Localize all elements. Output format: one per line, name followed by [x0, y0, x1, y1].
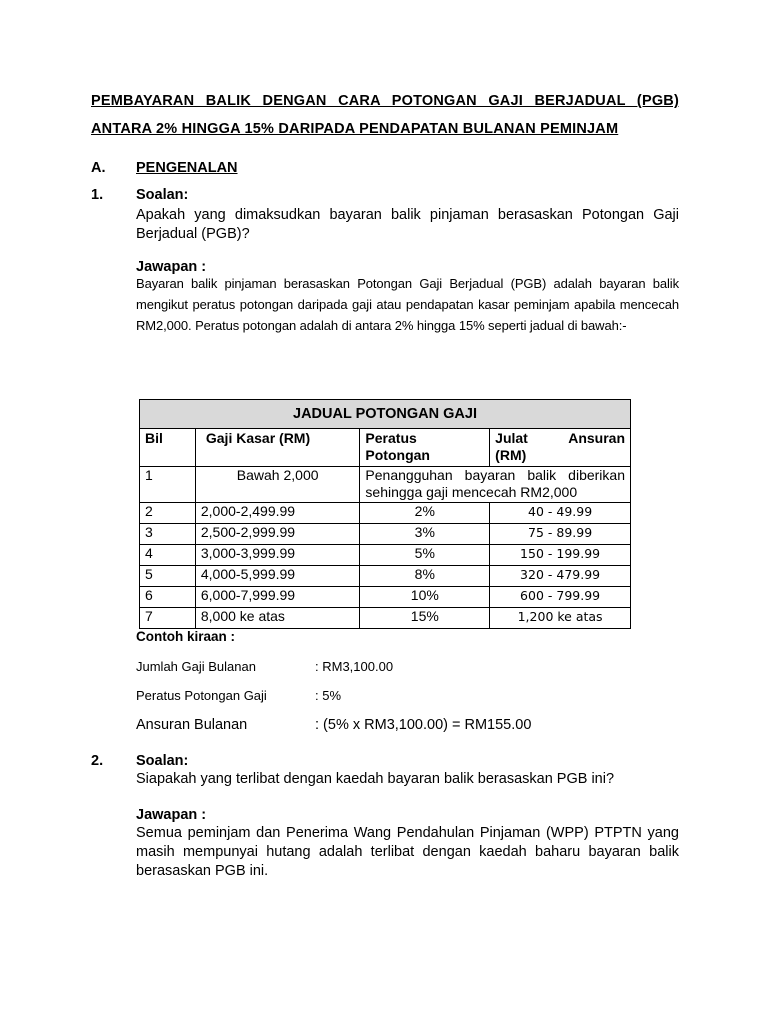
table-cell: 2	[140, 503, 196, 524]
table-row	[140, 503, 631, 524]
question-2-label: Soalan:	[136, 753, 189, 769]
table-cell: 4	[140, 545, 196, 566]
table-cell: 6	[140, 587, 196, 608]
table-cell: 2%	[360, 503, 490, 524]
example-deduction-label: Peratus Potongan Gaji	[136, 688, 267, 703]
table-cell: 3%	[360, 524, 490, 545]
header-gaji-kasar: Gaji Kasar (RM)	[195, 429, 360, 467]
table-cell: 600 - 799.99	[490, 587, 631, 608]
table-cell: 1	[140, 467, 196, 503]
table-row	[140, 608, 631, 629]
answer-2-text: Semua peminjam dan Penerima Wang Pendahulan Pinjaman (WPP) PTPTN yang masih mempunyai hutang adalah terlibat dengan kaedah baharu bayaran balik berasaskan PGB ini.	[136, 825, 679, 879]
table-cell: 10%	[360, 587, 490, 608]
table-cell: 5%	[360, 545, 490, 566]
table-cell: 3	[140, 524, 196, 545]
answer-1-label: Jawapan :	[136, 259, 207, 275]
table-cell: Bawah 2,000	[195, 467, 360, 503]
answer-1-text: Bayaran balik pinjaman berasaskan Potongan Gaji Berjadual (PGB) adalah bayaran balik mengikut peratus potongan daripada gaji atau pendapatan kasar peminjam apabila mencecah RM2,000. Peratus potongan adalah di antara 2% hingga 15% seperti jadual di bawah:-	[136, 276, 679, 333]
question-2-number: 2.	[91, 753, 104, 769]
example-label: Contoh kiraan :	[136, 629, 236, 644]
table-cell: 15%	[360, 608, 490, 629]
salary-deduction-table	[139, 399, 631, 629]
example-installment-label: Ansuran Bulanan	[136, 717, 248, 733]
example-deduction-value: : 5%	[315, 688, 342, 703]
header-bil: Bil	[140, 429, 196, 467]
table-title: JADUAL POTONGAN GAJI	[140, 400, 631, 429]
table-row	[140, 587, 631, 608]
table-cell: 8%	[360, 566, 490, 587]
section-title: PENGENALAN	[136, 160, 238, 176]
table-cell: 5	[140, 566, 196, 587]
document-title-line-2: ANTARA 2% HINGGA 15% DARIPADA PENDAPATAN BULANAN PEMINJAM	[91, 121, 619, 137]
table-row	[140, 566, 631, 587]
question-1-number: 1.	[91, 187, 104, 203]
document-title-line-1: PEMBAYARAN BALIK DENGAN CARA POTONGAN GAJI BERJADUAL (PGB)	[91, 93, 679, 109]
table-cell: 320 - 479.99	[490, 566, 631, 587]
header-peratus-potongan: Peratus Potongan	[360, 429, 490, 467]
table-cell: 2,000-2,499.99	[195, 503, 360, 524]
table-cell: 1,200 ke atas	[490, 608, 631, 629]
example-monthly-salary-label: Jumlah Gaji Bulanan	[136, 659, 256, 674]
table-cell: 40 - 49.99	[490, 503, 631, 524]
table-cell: 6,000-7,999.99	[195, 587, 360, 608]
table-cell: 8,000 ke atas	[195, 608, 360, 629]
table-note-cell: Penangguhan bayaran balik diberikan sehingga gaji mencecah RM2,000	[360, 467, 631, 503]
answer-2-label: Jawapan :	[136, 807, 207, 823]
example-monthly-salary-value: : RM3,100.00	[315, 659, 394, 674]
question-1-label: Soalan:	[136, 187, 189, 203]
table-cell: 75 - 89.99	[490, 524, 631, 545]
question-1-text: Apakah yang dimaksudkan bayaran balik pinjaman berasaskan Potongan Gaji Berjadual (PGB)?	[136, 207, 679, 242]
table-cell: 7	[140, 608, 196, 629]
table-row	[140, 545, 631, 566]
table-row	[140, 524, 631, 545]
table-cell: 150 - 199.99	[490, 545, 631, 566]
table-cell: 2,500-2,999.99	[195, 524, 360, 545]
section-letter: A.	[91, 160, 106, 176]
example-installment-value: : (5% x RM3,100.00) = RM155.00	[315, 717, 532, 733]
table-cell: 4,000-5,999.99	[195, 566, 360, 587]
question-2-text: Siapakah yang terlibat dengan kaedah bayaran balik berasaskan PGB ini?	[136, 771, 615, 787]
table-cell: 3,000-3,999.99	[195, 545, 360, 566]
header-julat-ansuran: Julat Ansuran (RM)	[490, 429, 631, 467]
